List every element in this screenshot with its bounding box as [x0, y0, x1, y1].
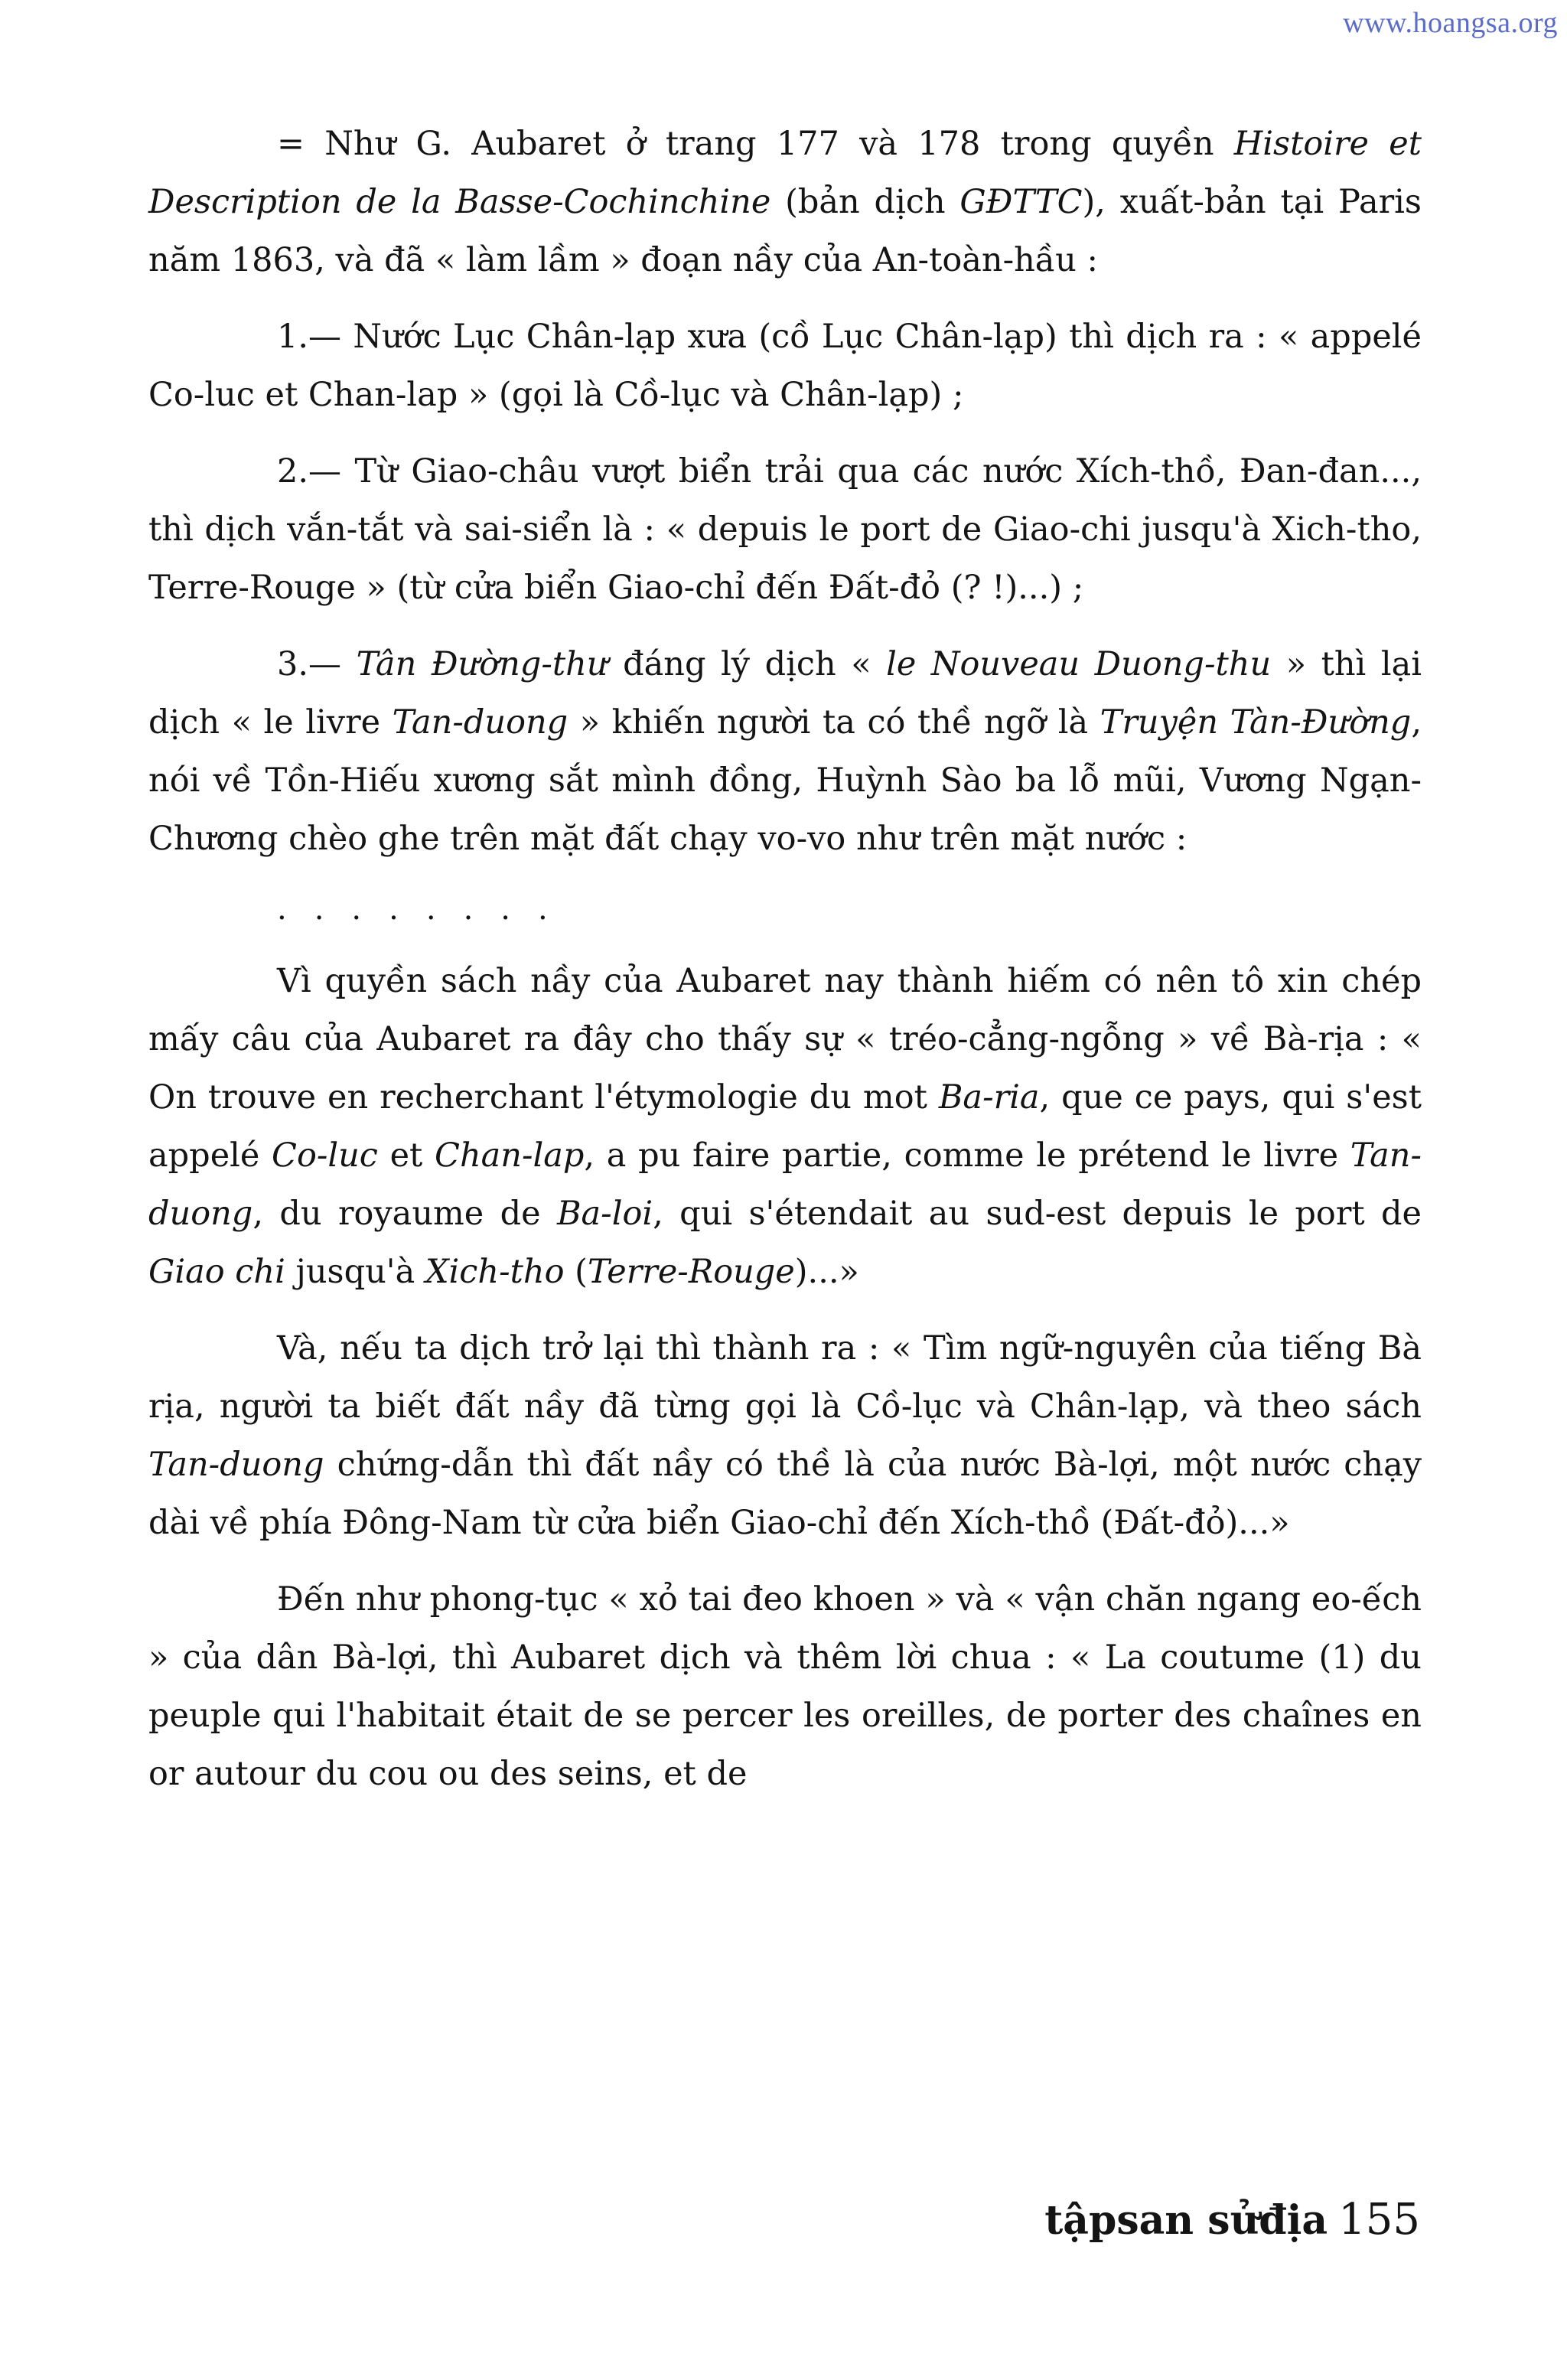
paragraph-6 — [148, 1319, 1422, 1552]
italic-run: Tan-duong — [392, 703, 568, 742]
journal-name: tậpsan sửđịa — [1044, 2197, 1328, 2244]
italic-run: Truyện Tàn-Đường — [1100, 703, 1412, 742]
text-run: jusqu'à — [285, 1253, 425, 1291]
italic-run: Co-luc — [272, 1136, 378, 1175]
italic-run: le Nouveau Duong-thu — [886, 645, 1272, 683]
text-run: = Như G. Aubaret ở trang 177 và 178 trong quyền — [277, 125, 1234, 163]
text-run: đáng lý dịch « — [608, 645, 887, 683]
italic-run: Histoire et Description de la Basse-Cochinchine — [148, 125, 1422, 221]
text-run: 1.— Nước Lục Chân-lạp xưa (cồ Lục Chân-lạp) thì dịch ra : « appelé Co-luc et Chan-lap » (gọi là Cồ-lục và Chân-lạp) ; — [148, 318, 1422, 414]
italic-run: Chan-lap — [435, 1136, 585, 1175]
text-run: Đến như phong-tục « xỏ tai đeo khoen » và « vận chăn ngang eo-ếch » của dân Bà-lợi, thì Aubaret dịch và thêm lời chua : « La coutume (1) du peuple qui l'habitait était de se percer les oreilles, de porter des chaînes en or autour du cou ou des seins, et de — [148, 1580, 1422, 1793]
italic-run: GĐTTC — [959, 183, 1083, 221]
italic-run: Ba-loi — [556, 1195, 653, 1233]
page-footer — [1044, 2195, 1420, 2245]
text-run: (bản dịch — [770, 183, 960, 221]
paragraph-7 — [148, 1570, 1422, 1803]
text-run: 3.— — [277, 645, 357, 683]
text-run: , nói về Tồn-Hiếu xương sắt mình đồng, Huỳnh Sào ba lỗ mũi, Vương Ngạn-Chương chèo ghe trên mặt đất chạy vo-vo như trên mặt nước : — [148, 703, 1422, 858]
document-body — [148, 115, 1422, 1821]
text-run: , du royaume de — [252, 1195, 557, 1233]
text-run: 2.— Từ Giao-châu vượt biển trải qua các nước Xích-thồ, Đan-đan..., thì dịch vắn-tắt và sai-siển là : « depuis le port de Giao-chi jusqu'à Xich-tho, Terre-Rouge » (từ cửa biển Giao-chỉ đến Đất-đỏ (? !)...) ; — [148, 452, 1422, 607]
italic-run: Tan-duong — [148, 1446, 324, 1484]
italic-run: Tân Đường-thư — [356, 645, 608, 683]
text-run: , a pu faire partie, comme le prétend le livre — [584, 1136, 1350, 1175]
text-run: ), xuất-bản tại Paris năm 1863, và đã « làm lầm » đoạn nầy của An-toàn-hầu : — [148, 183, 1422, 279]
text-run: » khiến người ta có thề ngỡ là — [568, 703, 1100, 742]
text-run: )...» — [794, 1253, 859, 1291]
text-run: Và, nếu ta dịch trở lại thì thành ra : « Tìm ngữ-nguyên của tiếng Bà rịa, người ta biết đất nầy đã từng gọi là Cồ-lục và Chân-lạp, và theo sách — [148, 1329, 1422, 1426]
italic-run: Giao chi — [148, 1253, 285, 1291]
text-run: , qui s'étendait au sud-est depuis le port de — [653, 1195, 1422, 1233]
ellipsis-separator: ........ — [277, 892, 575, 927]
watermark-url[interactable]: www.hoangsa.org — [1343, 7, 1558, 39]
paragraph-1 — [148, 115, 1422, 289]
paragraph-2 — [148, 308, 1422, 424]
italic-run: Tan-duong — [148, 1136, 1422, 1233]
paragraph-4 — [148, 635, 1422, 868]
italic-run: Xich-tho — [425, 1253, 565, 1291]
italic-run: Ba-ria — [938, 1078, 1040, 1117]
text-run: , que ce pays, qui s'est appelé — [148, 1078, 1422, 1175]
italic-run: Terre-Rouge — [587, 1253, 795, 1291]
paragraph-3 — [148, 442, 1422, 617]
page-number: 155 — [1338, 2195, 1420, 2245]
paragraph-5 — [148, 952, 1422, 1301]
text-run: et — [377, 1136, 435, 1175]
text-run: » thì lại dịch « le livre — [148, 645, 1422, 742]
text-run: Vì quyền sách nầy của Aubaret nay thành hiếm có nên tô xin chép mấy câu của Aubaret ra đây cho thấy sự « tréo-cẳng-ngỗng » về Bà-rịa : « On trouve en recherchant l'étymologie du mot — [148, 962, 1422, 1117]
text-run: chứng-dẫn thì đất nầy có thề là của nước Bà-lợi, một nước chạy dài về phía Đông-Nam từ cửa biển Giao-chỉ đến Xích-thồ (Đất-đỏ)...» — [148, 1446, 1422, 1542]
text-run: ( — [564, 1253, 588, 1291]
